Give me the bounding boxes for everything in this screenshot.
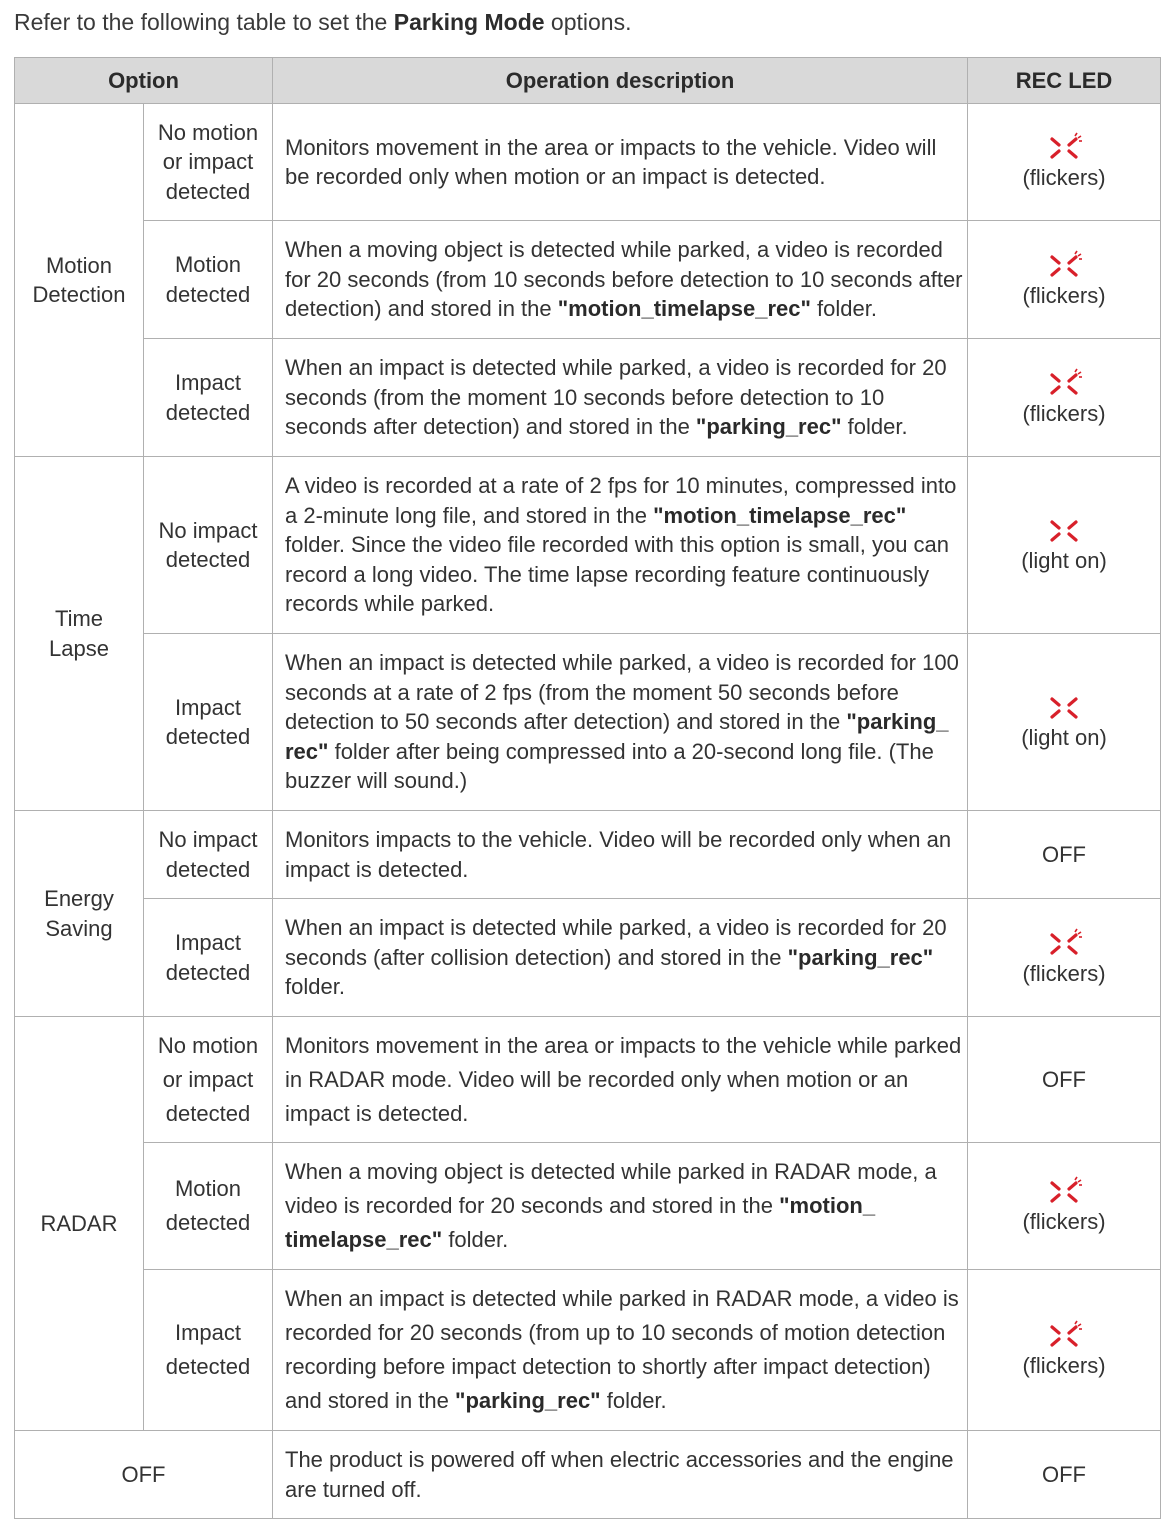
table-row: [15, 899, 1161, 1017]
table-row: [15, 457, 1161, 634]
sub-option-cell: [144, 811, 273, 899]
table-row: [15, 811, 1161, 899]
rec-led-cell: [968, 634, 1161, 811]
intro-prefix: Refer to the following table to set the: [14, 9, 394, 35]
rec-led-cell: [968, 811, 1161, 899]
description-text: folder.: [841, 414, 908, 440]
led-flicker-icon: [1044, 1175, 1084, 1207]
sub-option-label: detected: [165, 724, 251, 749]
option-group-label: Saving: [45, 915, 113, 941]
option-group-label: Time: [54, 606, 104, 631]
folder-name: "parking_rec": [787, 944, 934, 970]
led-flicker-icon: [1044, 927, 1084, 959]
option-group-label: Motion: [45, 252, 113, 278]
sub-option-label: or impact: [162, 1066, 254, 1092]
led-flicker-icon: [1044, 1319, 1084, 1351]
sub-option-label: detected: [165, 1100, 251, 1126]
description-cell: [273, 221, 968, 339]
sub-option-label: No motion: [157, 1032, 259, 1058]
description-cell: [273, 1143, 968, 1270]
rec-led-status: (flickers): [1022, 165, 1106, 191]
description-cell: [273, 634, 968, 811]
folder-name: "parking_rec": [695, 414, 842, 440]
description-cell: [273, 457, 968, 634]
description-text: When a moving object is detected while parked in RADAR mode, a video is recorded for 20 seconds and stored in the: [285, 1159, 937, 1218]
folder-name: "parking_rec": [455, 1388, 601, 1413]
sub-option-cell: [144, 104, 273, 221]
parking-mode-table: [14, 57, 1161, 1519]
sub-option-cell: [144, 457, 273, 634]
rec-led-cell: [968, 1270, 1161, 1431]
table-header-row: [15, 58, 1161, 104]
table-row: [15, 1143, 1161, 1270]
rec-led-cell: [968, 339, 1161, 457]
description-cell: The product is powered off when electric accessories and the engine are turned off.: [273, 1431, 968, 1519]
option-off-cell: OFF: [15, 1431, 273, 1519]
rec-led-cell: [968, 899, 1161, 1017]
description-text: Monitors movement in the area or impacts to the vehicle while parked in RADAR mode. Video will be recorded only when motion or an impact is detected.: [285, 1032, 962, 1126]
sub-option-cell: [144, 1143, 273, 1270]
sub-option-label: detected: [165, 547, 251, 572]
description-text: folder after being compressed into a 20-second long file. (The buzzer will sound.): [285, 738, 934, 794]
header-description: Operation description: [273, 58, 968, 104]
header-rec-led: REC LED: [968, 58, 1161, 104]
header-option: Option: [15, 58, 273, 104]
description-text: When an impact is detected while parked, a video is recorded for 20 seconds (from the moment 10 seconds before detection to 10 seconds after detection) and stored in the: [285, 355, 947, 440]
description-text: folder.: [442, 1227, 509, 1252]
rec-led-status: (light on): [1021, 725, 1107, 751]
table-row: [15, 339, 1161, 457]
description-text: Monitors impacts to the vehicle. Video will be recorded only when an impact is detected.: [285, 827, 952, 882]
led-flicker-icon: [1044, 131, 1084, 163]
rec-led-cell: [968, 457, 1161, 634]
description-text: Monitors movement in the area or impacts to the vehicle. Video will be recorded only when motion or an impact is detected.: [285, 134, 937, 189]
description-text: folder. Since the video file recorded with this option is small, you can record a long video. The time lapse recording feature continuously records while parked.: [285, 532, 950, 617]
description-cell: [273, 1017, 968, 1143]
description-text: When an impact is detected while parked in RADAR mode, a video is recorded for 20 seconds (from up to 10 seconds of motion detection recording before impact detection to shortly after impact detection) and stored in the: [285, 1286, 959, 1413]
rec-led-status: (light on): [1021, 548, 1107, 574]
rec-led-cell: [968, 104, 1161, 221]
sub-option-label: No motion: [157, 119, 259, 145]
rec-led-status: (flickers): [1022, 1353, 1106, 1379]
option-group-cell: [15, 457, 144, 811]
description-text: When an impact is detected while parked, a video is recorded for 20 seconds (after collision detection) and stored in the: [285, 915, 947, 970]
description-text: A video is recorded at a rate of 2 fps for 10 minutes, compressed into a 2-minute long file, and stored in the: [285, 473, 957, 528]
description-text: folder.: [810, 296, 877, 322]
rec-led-cell: [968, 1017, 1161, 1143]
option-group-cell: [15, 811, 144, 1017]
table-row: [15, 221, 1161, 339]
option-group-label: Lapse: [49, 635, 109, 661]
sub-option-label: Impact: [174, 370, 242, 395]
option-group-cell: [15, 104, 144, 457]
sub-option-cell: [144, 1270, 273, 1431]
intro-suffix: options.: [544, 9, 632, 35]
description-text: folder.: [285, 974, 345, 1000]
sub-option-cell: [144, 899, 273, 1017]
rec-led-status: (flickers): [1022, 1209, 1106, 1235]
sub-option-cell: [144, 221, 273, 339]
intro-bold: Parking Mode: [393, 9, 545, 35]
table-row: [15, 1270, 1161, 1431]
description-text: folder.: [600, 1388, 667, 1413]
led-flicker-icon: [1044, 367, 1084, 399]
rec-led-status: OFF: [1042, 1066, 1086, 1092]
led-on-icon: [1044, 691, 1084, 723]
rec-led-status: (flickers): [1022, 282, 1106, 308]
sub-option-label: No impact: [158, 827, 258, 852]
sub-option-label: detected: [165, 1354, 251, 1379]
sub-option-cell: [144, 339, 273, 457]
sub-option-label: detected: [165, 281, 251, 307]
option-group-label: Detection: [32, 282, 126, 307]
sub-option-label: detected: [165, 856, 251, 882]
description-cell: [273, 339, 968, 457]
table-row: [15, 1017, 1161, 1143]
description-text: When a moving object is detected while parked, a video is recorded for 20 seconds (from 10 seconds before detection to 10 seconds after detection) and stored in the: [285, 237, 963, 322]
led-on-icon: [1044, 514, 1084, 546]
folder-name: "motion_ timelapse_rec": [285, 1193, 876, 1252]
sub-option-label: Impact: [174, 694, 242, 720]
sub-option-label: detected: [165, 959, 251, 985]
rec-led-cell: [968, 1143, 1161, 1270]
sub-option-label: detected: [165, 399, 251, 425]
folder-name: "motion_timelapse_rec": [653, 502, 907, 528]
rec-led-cell: OFF: [968, 1431, 1161, 1519]
sub-option-label: or impact: [162, 149, 254, 175]
sub-option-label: detected: [165, 178, 251, 204]
option-group-cell: [15, 1017, 144, 1431]
option-group-label: Energy: [44, 886, 114, 911]
description-text: When an impact is detected while parked, a video is recorded for 100 seconds at a rate of 2 fps (from the moment 50 seconds before detection to 50 seconds after detection) and stored in the: [285, 650, 959, 735]
sub-option-label: detected: [165, 1210, 251, 1235]
description-cell: [273, 811, 968, 899]
option-group-label: RADAR: [40, 1210, 118, 1236]
description-cell: [273, 899, 968, 1017]
table-row-off: [15, 1431, 1161, 1519]
rec-led-status: (flickers): [1022, 960, 1106, 986]
rec-led-status: (flickers): [1022, 400, 1106, 426]
sub-option-label: Impact: [174, 930, 242, 955]
description-cell: [273, 104, 968, 221]
folder-name: "motion_timelapse_rec": [557, 296, 811, 322]
sub-option-cell: [144, 1017, 273, 1143]
led-flicker-icon: [1044, 249, 1084, 281]
table-row: [15, 634, 1161, 811]
folder-name: "parking_ rec": [285, 709, 949, 764]
sub-option-label: No impact: [158, 517, 258, 543]
rec-led-status: OFF: [1042, 841, 1086, 867]
sub-option-label: Impact: [174, 1320, 242, 1345]
sub-option-label: Motion: [174, 1176, 242, 1201]
sub-option-cell: [144, 634, 273, 811]
description-cell: [273, 1270, 968, 1431]
sub-option-label: Motion: [174, 252, 242, 277]
table-row: [15, 104, 1161, 221]
rec-led-cell: [968, 221, 1161, 339]
intro-text: [14, 6, 632, 38]
